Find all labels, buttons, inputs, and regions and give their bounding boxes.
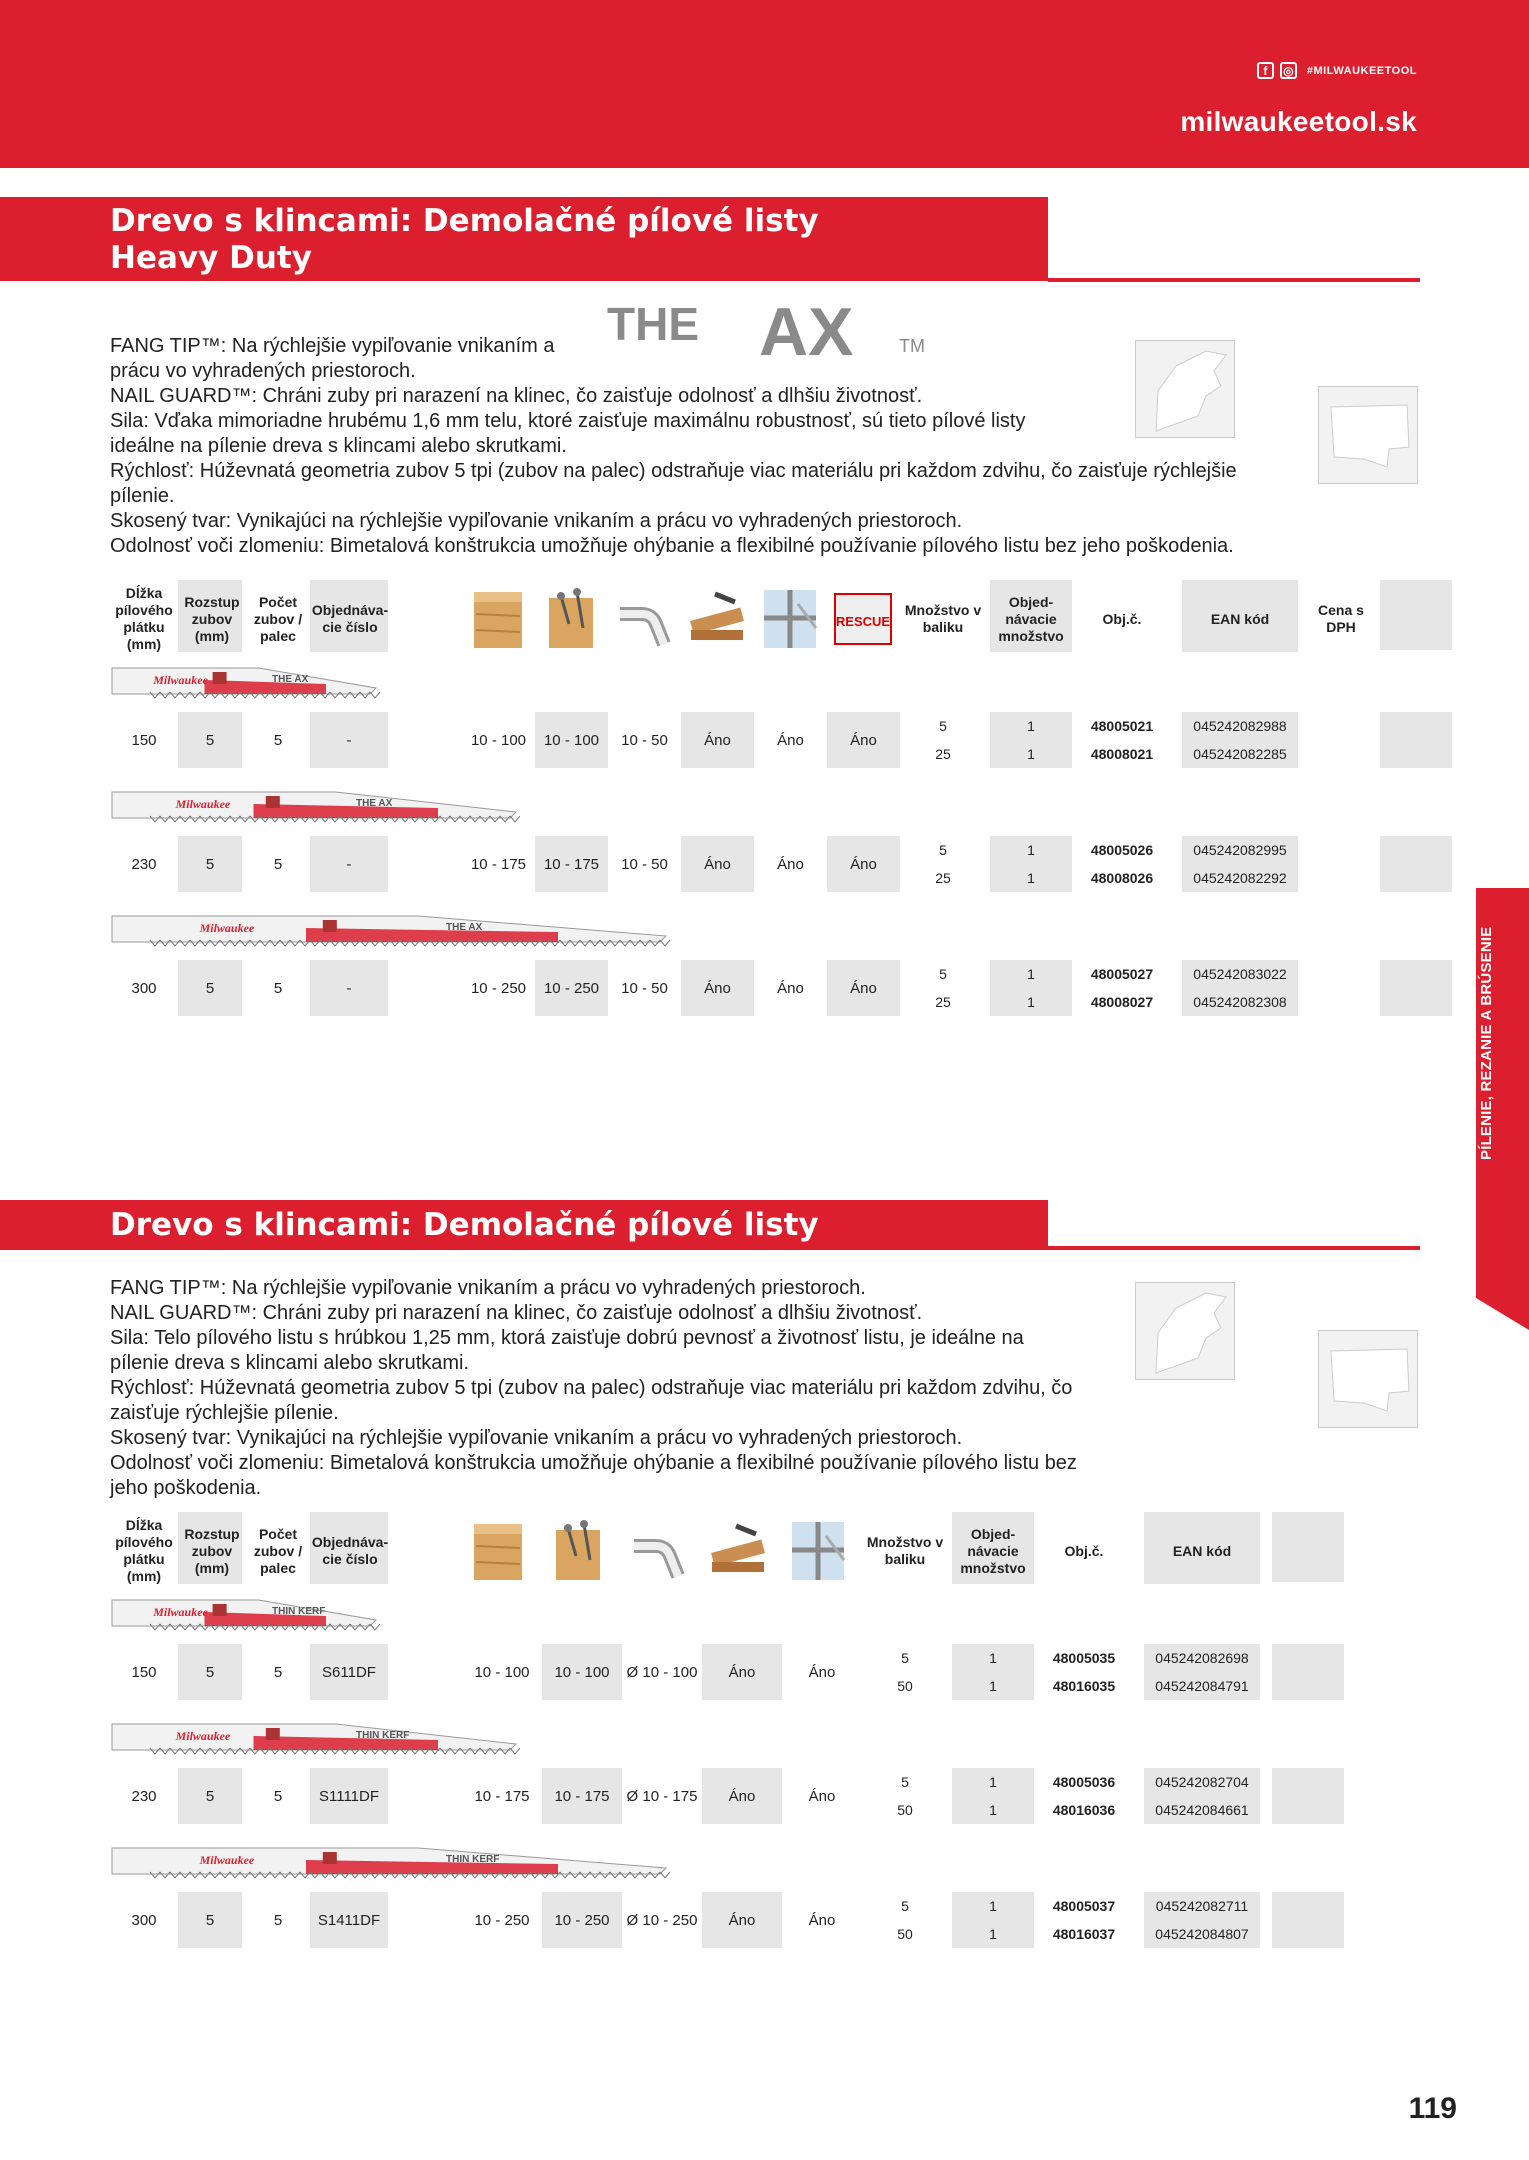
header-orderqty: Objed-návacie množstvo	[998, 593, 1064, 644]
logo-tm-text: TM	[899, 336, 925, 356]
cell-tpi: 5	[273, 731, 283, 749]
header-pack: Množstvo v baliku	[866, 1534, 944, 1567]
cell-qty: 1	[989, 1774, 997, 1790]
social-links	[1257, 62, 1417, 79]
description-line: Skosený tvar: Vynikajúci na rýchlejšie vypiľovanie vnikaním a prácu vo vyhradených priestoroch.	[110, 510, 963, 532]
cell-ean: 045242082698	[1155, 1650, 1249, 1666]
cell-tpi: 5	[273, 1787, 283, 1805]
side-category-label: PÍLENIE, REZANIE A BRÚSENIE	[1478, 926, 1495, 1160]
cell-pack: 25	[935, 746, 951, 762]
blade-label: THIN KERF	[272, 1606, 326, 1617]
description-line: Rýchlosť: Húževnatá geometria zubov 5 tpi (zubov na palec) odstraňuje viac materiálu pri každom zdvihu, čo zaisťuje rýchlejšie	[110, 460, 1237, 482]
cell-bg	[1380, 836, 1452, 892]
cell-a2: 10 - 175	[554, 1787, 610, 1805]
cell-ean: 045242084807	[1155, 1926, 1249, 1942]
description-line: FANG TIP™: Na rýchlejšie vypiľovanie vnikaním a prácu vo vyhradených priestoroch.	[110, 1277, 866, 1299]
blade-tip-shape-image-2	[1135, 1282, 1235, 1380]
cell-pack: 5	[939, 966, 947, 982]
cell-ean: 045242082292	[1193, 870, 1287, 886]
header-price: Cena s DPH	[1318, 602, 1364, 635]
saw-blade-image	[110, 662, 380, 702]
cell-length: 300	[131, 1911, 157, 1929]
cell-art: 48005021	[1090, 718, 1154, 734]
description-line: Skosený tvar: Vynikajúci na rýchlejšie vypiľovanie vnikaním a prácu vo vyhradených priestoroch.	[110, 1427, 963, 1449]
description-line: prácu vo vyhradených priestoroch.	[110, 360, 416, 382]
header-pitch: Rozstup zubov (mm)	[184, 1525, 240, 1576]
cell-pack: 5	[939, 842, 947, 858]
blade-label: THIN KERF	[446, 1854, 500, 1865]
cell-ean: 045242082308	[1193, 994, 1287, 1010]
description-line: ideálne na pílenie dreva s klincami alebo skrutkami.	[110, 435, 567, 457]
cell-length: 300	[131, 979, 157, 997]
svg-text:Milwaukee: Milwaukee	[175, 797, 231, 811]
svg-text:Milwaukee: Milwaukee	[199, 921, 255, 935]
cell-a2: 10 - 175	[543, 855, 600, 873]
cell-a2: 10 - 250	[554, 1911, 610, 1929]
cell-ean: 045242084661	[1155, 1802, 1249, 1818]
cell-a5: Áno	[808, 1787, 836, 1805]
header-ean: EAN kód	[1172, 1542, 1232, 1559]
cell-a6: Áno	[850, 979, 877, 997]
cell-a5: Áno	[777, 731, 804, 749]
section1-rule	[1048, 278, 1420, 282]
saw-blade-image	[110, 1842, 670, 1882]
header-length: Dĺžka pílového plátku (mm)	[115, 1517, 173, 1584]
cell-pack: 5	[939, 718, 947, 734]
cell-a3: 10 - 50	[621, 979, 668, 997]
cell-bg	[1380, 960, 1452, 1016]
blade-label: THIN KERF	[356, 1730, 410, 1741]
saw-blade-image	[110, 1718, 520, 1758]
cell-qty: 1	[1027, 842, 1035, 858]
cell-pack: 25	[935, 870, 951, 886]
cell-a3: 10 - 50	[621, 731, 668, 749]
cell-ean: 045242084791	[1155, 1678, 1249, 1694]
header-ean: EAN kód	[1210, 610, 1270, 627]
header-pitch: Rozstup zubov (mm)	[184, 593, 240, 644]
description-line: Rýchlosť: Húževnatá geometria zubov 5 tpi (zubov na palec) odstraňuje viac materiálu pri každom zdvihu, čo	[110, 1377, 1073, 1399]
header-ordercode: Objednáva-cie číslo	[311, 602, 389, 635]
cell-a4: Áno	[704, 855, 731, 873]
wood-icon	[466, 584, 530, 654]
section1-title-line2: Heavy Duty	[110, 240, 312, 276]
price-header-cell	[1380, 580, 1452, 650]
cell-a3: 10 - 50	[621, 855, 668, 873]
cell-ean: 045242082988	[1193, 718, 1287, 734]
cell-length: 150	[131, 731, 157, 749]
description-line: NAIL GUARD™: Chráni zuby pri narazení na klinec, čo zaisťuje odolnosť a dlhšiu životnosť.	[110, 1302, 923, 1324]
cell-pack: 5	[901, 1650, 909, 1666]
website-link[interactable]: milwaukeetool.sk	[1180, 106, 1417, 137]
blade-label: THE AX	[272, 674, 309, 685]
header-artno: Obj.č.	[1102, 610, 1142, 627]
cell-a4: Áno	[728, 1787, 756, 1805]
cell-a5: Áno	[777, 979, 804, 997]
cell-qty: 1	[1027, 718, 1035, 734]
cell-a3: Ø 10 - 100	[626, 1663, 698, 1681]
cell-bg	[1380, 712, 1452, 768]
facebook-icon[interactable]: f	[1257, 62, 1274, 79]
blade-profile-shape-image-2	[1318, 1330, 1418, 1428]
cell-a1: 10 - 100	[474, 1663, 530, 1681]
cell-pitch: 5	[205, 979, 215, 997]
demolition-icon	[706, 1516, 770, 1586]
description-line: Odolnosť voči zlomeniu: Bimetalová konštrukcia umožňuje ohýbanie a flexibilné používanie pílového listu bez jeho poškodenia.	[110, 535, 1234, 557]
header-orderqty: Objed-návacie množstvo	[960, 1525, 1026, 1576]
cell-pitch: 5	[205, 731, 215, 749]
cell-qty: 1	[1027, 994, 1035, 1010]
cell-a1: 10 - 250	[474, 1911, 530, 1929]
svg-text:RESCUE: RESCUE	[835, 614, 891, 629]
cell-pack: 50	[897, 1678, 913, 1694]
cell-ean: 045242083022	[1193, 966, 1287, 982]
window-frame-icon	[786, 1516, 850, 1586]
cell-pitch: 5	[205, 1787, 215, 1805]
description-line: Odolnosť voči zlomeniu: Bimetalová konštrukcia umožňuje ohýbanie a flexibilné používanie pílového listu bez	[110, 1452, 1077, 1474]
cell-code: S1411DF	[317, 1911, 381, 1929]
blade-label: THE AX	[446, 922, 483, 933]
instagram-icon[interactable]: ◎	[1280, 62, 1297, 79]
section2-heading	[0, 1200, 1048, 1250]
section1-title-line1: Drevo s klincami: Demolačné pílové listy	[110, 203, 819, 239]
cell-art: 48005035	[1052, 1650, 1116, 1666]
cell-qty: 1	[1027, 746, 1035, 762]
cell-ean: 045242082704	[1155, 1774, 1249, 1790]
cell-code: S1111DF	[318, 1787, 380, 1805]
logo-the-text: THE	[607, 300, 699, 350]
header-tpi: Počet zubov / palec	[253, 1525, 303, 1576]
saw-blade-image	[110, 786, 520, 826]
cell-bg	[1272, 1768, 1344, 1824]
cell-a5: Áno	[808, 1911, 836, 1929]
header-length: Dĺžka pílového plátku (mm)	[115, 585, 173, 652]
cell-a4: Áno	[728, 1663, 756, 1681]
cell-art: 48008027	[1090, 994, 1154, 1010]
header-artno: Obj.č.	[1064, 1542, 1104, 1559]
cell-a1: 10 - 250	[470, 979, 527, 997]
hashtag: #MILWAUKEETOOL	[1306, 64, 1417, 77]
description-line: FANG TIP™: Na rýchlejšie vypiľovanie vnikaním a	[110, 335, 555, 357]
header-ordercode: Objednáva-cie číslo	[311, 1534, 389, 1567]
cell-bg	[1272, 1644, 1344, 1700]
cell-code: -	[346, 979, 352, 997]
cell-pack: 5	[901, 1898, 909, 1914]
pipe-icon	[612, 584, 676, 654]
cell-tpi: 5	[273, 855, 283, 873]
blade-profile-shape-image	[1318, 386, 1418, 484]
nail-wood-icon	[546, 1516, 610, 1586]
svg-text:Milwaukee: Milwaukee	[153, 1605, 208, 1619]
cell-a3: Ø 10 - 175	[626, 1787, 698, 1805]
cell-art: 48005027	[1090, 966, 1154, 982]
pipe-icon	[626, 1516, 690, 1586]
cell-tpi: 5	[273, 1663, 283, 1681]
description-line: zaisťuje rýchlejšie pílenie.	[110, 1402, 339, 1424]
section1-description	[110, 334, 1237, 559]
cell-ean: 045242082285	[1193, 746, 1287, 762]
section2-title: Drevo s klincami: Demolačné pílové listy	[110, 1207, 819, 1243]
cell-a3: Ø 10 - 250	[626, 1911, 698, 1929]
saw-blade-image	[110, 1594, 380, 1634]
cell-art: 48016035	[1052, 1678, 1116, 1694]
cell-pitch: 5	[205, 855, 215, 873]
demolition-icon	[685, 584, 749, 654]
header-pack: Množstvo v baliku	[904, 602, 982, 635]
cell-a6: Áno	[850, 731, 877, 749]
cell-a1: 10 - 100	[470, 731, 527, 749]
nail-wood-icon	[539, 584, 603, 654]
cell-qty: 1	[989, 1898, 997, 1914]
window-frame-icon	[758, 584, 822, 654]
cell-pack: 25	[935, 994, 951, 1010]
svg-text:Milwaukee: Milwaukee	[199, 1853, 255, 1867]
description-line: NAIL GUARD™: Chráni zuby pri narazení na klinec, čo zaisťuje odolnosť a dlhšiu životnosť.	[110, 385, 923, 407]
cell-a4: Áno	[728, 1911, 756, 1929]
cell-qty: 1	[1027, 870, 1035, 886]
cell-a2: 10 - 250	[543, 979, 600, 997]
cell-a4: Áno	[704, 979, 731, 997]
cell-qty: 1	[989, 1802, 997, 1818]
header-bar	[0, 0, 1529, 168]
cell-qty: 1	[989, 1650, 997, 1666]
cell-art: 48016037	[1052, 1926, 1116, 1942]
cell-art: 48005037	[1052, 1898, 1116, 1914]
cell-code: -	[346, 855, 352, 873]
cell-qty: 1	[1027, 966, 1035, 982]
cell-code: -	[346, 731, 352, 749]
page-number: 119	[1408, 2092, 1457, 2125]
cell-qty: 1	[989, 1926, 997, 1942]
svg-text:Milwaukee: Milwaukee	[153, 673, 208, 687]
cell-a2: 10 - 100	[554, 1663, 610, 1681]
blade-label: THE AX	[356, 798, 393, 809]
description-line: Sila: Vďaka mimoriadne hrubému 1,6 mm telu, ktoré zaisťuje maximálnu robustnosť, sú tieto pílové listy	[110, 410, 1026, 432]
section2-rule	[1048, 1246, 1420, 1250]
cell-a5: Áno	[808, 1663, 836, 1681]
cell-art: 48016036	[1052, 1802, 1116, 1818]
description-line: jeho poškodenia.	[110, 1477, 262, 1499]
cell-a2: 10 - 100	[543, 731, 600, 749]
cell-bg	[1272, 1892, 1344, 1948]
cell-code: S611DF	[322, 1663, 376, 1681]
extra-header-cell	[1272, 1512, 1344, 1582]
cell-art: 48008026	[1090, 870, 1154, 886]
header-tpi: Počet zubov / palec	[253, 593, 303, 644]
logo-ax-text: AX	[759, 300, 854, 360]
cell-a6: Áno	[850, 855, 877, 873]
cell-a1: 10 - 175	[470, 855, 527, 873]
cell-ean: 045242082711	[1155, 1898, 1249, 1914]
cell-art: 48005026	[1090, 842, 1154, 858]
cell-length: 230	[131, 855, 157, 873]
cell-length: 150	[131, 1663, 157, 1681]
cell-art: 48005036	[1052, 1774, 1116, 1790]
svg-text:Milwaukee: Milwaukee	[175, 1729, 231, 1743]
description-line: pílenie dreva s klincami alebo skrutkami.	[110, 1352, 470, 1374]
cell-pitch: 5	[205, 1911, 215, 1929]
cell-pitch: 5	[205, 1663, 215, 1681]
cell-pack: 50	[897, 1802, 913, 1818]
section1-heading	[0, 197, 1048, 281]
cell-art: 48008021	[1090, 746, 1154, 762]
blade-tip-shape-image	[1135, 340, 1235, 438]
cell-pack: 5	[901, 1774, 909, 1790]
cell-qty: 1	[989, 1678, 997, 1694]
cell-a5: Áno	[777, 855, 804, 873]
cell-a1: 10 - 175	[474, 1787, 530, 1805]
cell-tpi: 5	[273, 979, 283, 997]
cell-ean: 045242082995	[1193, 842, 1287, 858]
rescue-icon	[831, 584, 895, 654]
wood-icon	[466, 1516, 530, 1586]
saw-blade-image	[110, 910, 670, 950]
cell-a4: Áno	[704, 731, 731, 749]
description-line: Sila: Telo pílového listu s hrúbkou 1,25 mm, ktorá zaisťuje dobrú pevnosť a životnosť listu, je ideálne na	[110, 1327, 1024, 1349]
cell-tpi: 5	[273, 1911, 283, 1929]
cell-pack: 50	[897, 1926, 913, 1942]
description-line: pílenie.	[110, 485, 175, 507]
section2-description	[110, 1276, 1077, 1501]
cell-length: 230	[131, 1787, 157, 1805]
